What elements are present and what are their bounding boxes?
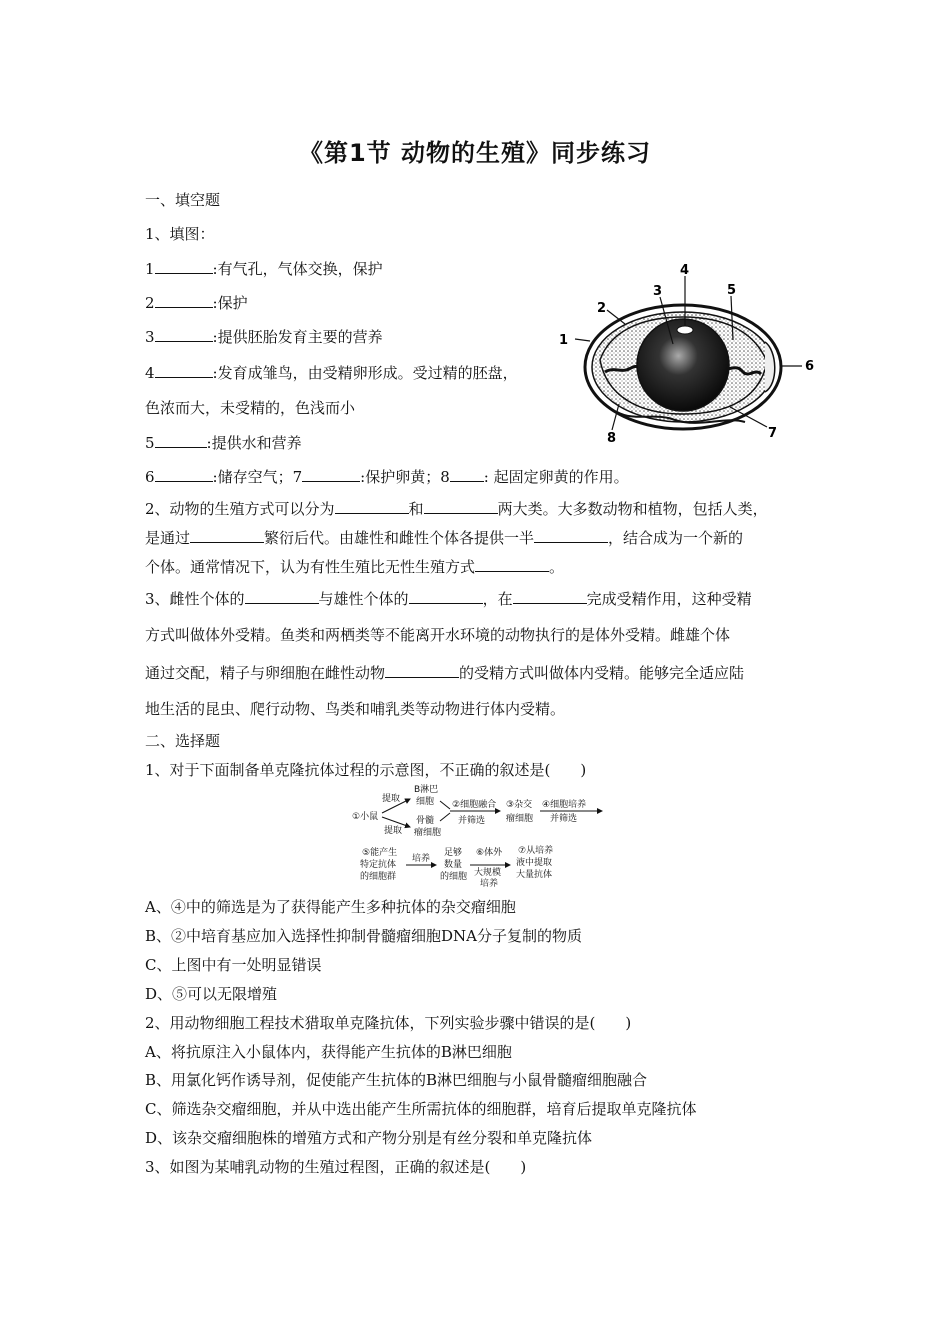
flow-mouse: ①小鼠	[352, 812, 379, 822]
q1-item-5: 5 :提供水和营养	[145, 434, 302, 452]
q2-line-2: 是通过 繁衍后代。由雄性和雌性个体各提供一半 ，结合成为一个新的	[145, 529, 744, 547]
flow-in-vitro-2: 大规模	[474, 868, 502, 878]
answer-blank[interactable]	[409, 588, 483, 604]
mc2-option-c[interactable]: C、筛选杂交瘤细胞，并从中选出能产生所需抗体的细胞群，培育后提取单克隆抗体	[145, 1100, 697, 1118]
egg-label-5: 5	[727, 283, 737, 298]
flow-cell-group-2: 特定抗体	[360, 860, 397, 870]
flow-hybridoma-1: ③杂交	[506, 800, 533, 810]
q1-item-4-cont: 色浓而大，未受精的，色浅而小	[145, 399, 356, 417]
q1-item-2: 2 :保护	[145, 294, 248, 312]
mc1-option-b[interactable]: B、②中培育基应加入选择性抑制骨髓瘤细胞DNA分子复制的物质	[145, 927, 583, 945]
flow-extract-antibody-1: ⑦从培养	[518, 846, 554, 856]
q1-item-6-8: 6 :储存空气；7 :保护卵黄；8 : 起固定卵黄的作用。	[145, 468, 629, 486]
q3-line-3: 通过交配，精子与卵细胞在雌性动物 的受精方式叫做体内受精。能够完全适应陆	[145, 664, 745, 682]
section-multiple-choice: 二、选择题	[145, 732, 221, 750]
flow-extract-antibody-2: 液中提取	[516, 858, 553, 868]
flow-enough-2: 数量	[444, 860, 463, 870]
mc3-stem: 3、如图为某哺乳动物的生殖过程图，正确的叙述是( )	[145, 1158, 527, 1176]
mc1-stem: 1、对于下面制备单克隆抗体过程的示意图，不正确的叙述是( )	[145, 761, 587, 779]
germinal-disc	[677, 326, 693, 334]
flow-extract-1: 提取	[382, 794, 401, 804]
answer-blank[interactable]	[513, 588, 587, 604]
mc1-option-d[interactable]: D、⑤可以无限增殖	[145, 985, 278, 1003]
egg-label-8: 8	[607, 431, 617, 446]
page-title: 《第1节 动物的生殖》同步练习	[298, 139, 652, 167]
mc1-option-c[interactable]: C、上图中有一处明显错误	[145, 956, 322, 974]
answer-blank[interactable]	[424, 498, 498, 514]
egg-label-7: 7	[768, 426, 778, 441]
q2-line-3: 个体。通常情况下，认为有性生殖比无性生殖方式 。	[145, 558, 565, 576]
mc2-option-a[interactable]: A、将抗原注入小鼠体内，获得能产生抗体的B淋巴细胞	[145, 1043, 512, 1061]
egg-label-3: 3	[653, 284, 663, 299]
q1-item-4: 4 :发育成雏鸟，由受精卵形成。受过精的胚盘，	[145, 364, 518, 382]
flow-in-vitro-1: ⑥体外	[476, 848, 503, 858]
answer-blank[interactable]	[450, 466, 484, 482]
q3-line-2: 方式叫做体外受精。鱼类和两栖类等不能离开水环境的动物执行的是体外受精。雌雄个体	[145, 626, 731, 644]
flow-culture-select-2: 并筛选	[550, 814, 578, 824]
q2-line-1: 2、动物的生殖方式可以分为 和 两大类。大多数动物和植物，包括人类，	[145, 500, 768, 518]
egg-label-4: 4	[680, 263, 690, 278]
egg-label-2: 2	[597, 301, 607, 316]
flow-in-vitro-3: 培养	[480, 879, 499, 888]
mc1-option-a[interactable]: A、④中的筛选是为了获得能产生多种抗体的杂交瘤细胞	[145, 898, 516, 916]
flow-enough-1: 足够	[444, 848, 463, 858]
flow-cell-group-1: ⑤能产生	[362, 848, 398, 858]
answer-blank[interactable]	[155, 326, 213, 342]
flow-bcell-1: B淋巴	[414, 785, 439, 795]
flow-extract-2: 提取	[384, 826, 403, 836]
flow-bcell-2: 细胞	[416, 797, 435, 807]
answer-blank[interactable]	[245, 588, 319, 604]
flow-marrow-1: 骨髓	[416, 816, 435, 826]
egg-label-6: 6	[805, 359, 815, 374]
flow-marrow-2: 瘤细胞	[414, 828, 442, 838]
answer-blank[interactable]	[302, 466, 360, 482]
answer-blank[interactable]	[155, 466, 213, 482]
answer-blank[interactable]	[155, 362, 213, 378]
q1-item-3: 3 :提供胚胎发育主要的营养	[145, 328, 383, 346]
answer-blank[interactable]	[190, 527, 264, 543]
mc2-option-d[interactable]: D、该杂交瘤细胞株的增殖方式和产物分别是有丝分裂和单克隆抗体	[145, 1129, 593, 1147]
answer-blank[interactable]	[385, 662, 459, 678]
mc2-stem: 2、用动物细胞工程技术猎取单克隆抗体，下列实验步骤中错误的是( )	[145, 1014, 632, 1032]
answer-blank[interactable]	[155, 292, 213, 308]
section-fill-blank: 一、填空题	[145, 191, 221, 209]
monoclonal-antibody-flowchart	[350, 783, 610, 888]
q3-line-4: 地生活的昆虫、爬行动物、鸟类和哺乳类等动物进行体内受精。	[145, 700, 566, 718]
answer-blank[interactable]	[475, 556, 549, 572]
answer-blank[interactable]	[155, 258, 213, 274]
mc2-option-b[interactable]: B、用氯化钙作诱导剂，促使能产生抗体的B淋巴细胞与小鼠骨髓瘤细胞融合	[145, 1071, 648, 1089]
flow-enough-3: 的细胞	[440, 872, 468, 882]
egg-structure-diagram	[555, 262, 825, 447]
flow-hybridoma-2: 瘤细胞	[506, 814, 534, 824]
flow-culture: 培养	[412, 854, 431, 864]
q1-item-1: 1 :有气孔，气体交换，保护	[145, 260, 383, 278]
answer-blank[interactable]	[335, 498, 409, 514]
answer-blank[interactable]	[155, 432, 207, 448]
q1-stem: 1、填图：	[145, 225, 215, 243]
flow-cell-group-3: 的细胞群	[360, 872, 397, 882]
flow-fusion-1: ②细胞融合	[452, 800, 497, 810]
egg-label-1: 1	[559, 333, 569, 348]
answer-blank[interactable]	[534, 527, 608, 543]
q3-line-1: 3、雌性个体的 与雄性个体的 ，在 完成受精作用，这种受精	[145, 590, 752, 608]
flow-culture-select-1: ④细胞培养	[542, 800, 587, 810]
flow-extract-antibody-3: 大量抗体	[516, 870, 553, 880]
flow-fusion-2: 并筛选	[458, 816, 486, 826]
